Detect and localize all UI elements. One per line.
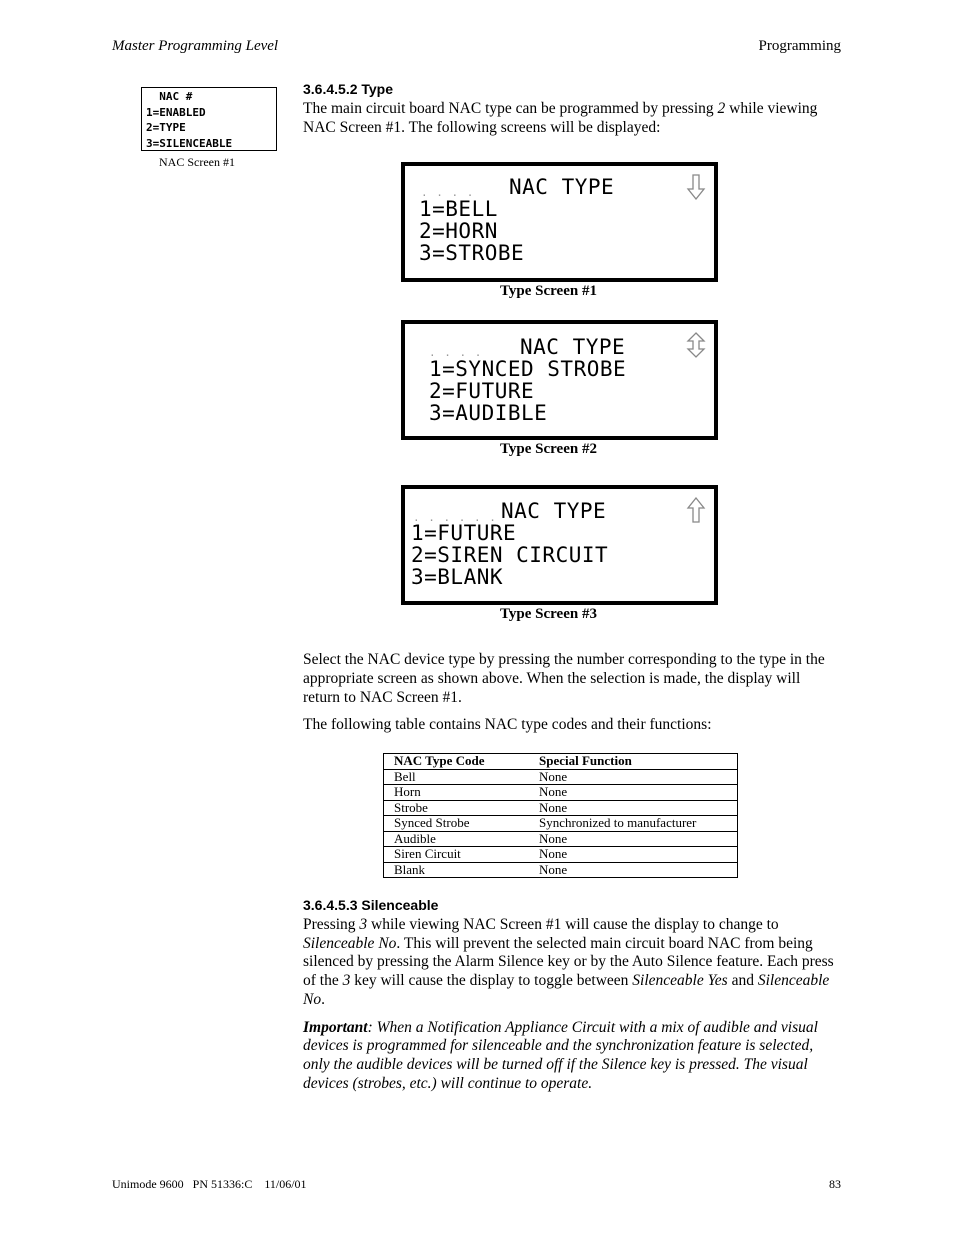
nac-type-table [383,753,738,878]
silenceable-line-2: Silenceable No. This will prevent the selected main circuit board NAC from being [303,935,813,952]
table-cell: Horn [384,785,530,801]
type-screen-title: NAC TYPE [520,335,626,359]
important-line-2: devices is programmed for silenceable and the synchronization feature is selected, [303,1037,814,1054]
section-type-intro: The main circuit board NAC type can be programmed by pressing 2 while viewing [303,100,818,117]
header-left: Master Programming Level [112,38,279,54]
silenceable-line-3: silenced by pressing the Alarm Silence key or by the Auto Silence feature. Each press [303,953,834,970]
section-type-heading: 3.6.4.5.2 Type [303,81,394,97]
silenceable-line-1: Pressing 3 while viewing NAC Screen #1 will cause the display to change to [303,916,779,933]
nac-screen-caption: NAC Screen #1 [159,155,235,169]
table-row [384,800,738,816]
section-silenceable-heading: 3.6.4.5.3 Silenceable [303,897,439,913]
select-text-line-2: appropriate screen as shown above. When the selection is made, the display will [303,670,801,687]
silenceable-line-5: No. [303,991,325,1008]
footer-left: Unimode 9600 PN 51336:C 11/06/01 [112,1177,307,1191]
table-cell: Synced Strobe [384,816,530,832]
type-screen-3-caption: Type Screen #3 [500,606,597,622]
important-line-3: only the audible devices will be turned off if the Silence key is pressed. The visual [303,1056,808,1073]
table-header-cell: NAC Type Code [384,754,530,770]
up-arrow-icon [686,497,706,523]
nac-screen-line: 2=TYPE [146,121,186,134]
type-screen-line: 1=SYNCED STROBE [429,357,627,381]
up-down-arrow-icon [686,332,706,358]
table-row [384,769,738,785]
table-row [384,831,738,847]
type-screen-line: 2=FUTURE [429,379,535,403]
select-text-line-1: Select the NAC device type by pressing the number corresponding to the type in the [303,651,825,668]
header-right: Programming [758,38,841,54]
type-screen-title: NAC TYPE [501,499,607,523]
type-screen-line: 3=BLANK [411,565,504,589]
table-cell: None [529,769,738,785]
table-header-cell: Special Function [529,754,738,770]
table-row [384,785,738,801]
table-cell: None [529,862,738,878]
type-screen-line: 3=AUDIBLE [429,401,548,425]
table-cell: Blank [384,862,530,878]
type-screen-1-caption: Type Screen #1 [500,283,597,299]
type-screen-2: . . . . NAC TYPE 1=SYNCED STROBE 2=FUTURE 3=AUDIBLE [401,320,718,440]
important-line-1: Important: When a Notification Appliance Circuit with a mix of audible and visual [303,1019,818,1036]
down-arrow-icon [686,174,706,200]
type-screen-line: 1=BELL [419,197,498,221]
table-intro: The following table contains NAC type codes and their functions: [303,716,712,733]
table-row [384,816,738,832]
table-cell: None [529,831,738,847]
table-cell: Strobe [384,800,530,816]
type-screen-2-caption: Type Screen #2 [500,441,597,457]
table-cell: None [529,847,738,863]
type-screen-line: 2=SIREN CIRCUIT [411,543,609,567]
type-screen-3: . . . . . . NAC TYPE 1=FUTURE 2=SIREN CIRCUIT 3=BLANK [401,485,718,605]
type-screen-line: 3=STROBE [419,241,525,265]
type-screen-line: 1=FUTURE [411,521,517,545]
silenceable-line-4: of the 3 key will cause the display to toggle between Silenceable Yes and Silenceable [303,972,830,989]
type-screen-title: NAC TYPE [509,175,615,199]
table-cell: Audible [384,831,530,847]
nac-screen-display [141,87,277,151]
table-cell: Synchronized to manufacturer [529,816,738,832]
nac-screen-line: 1=ENABLED [146,105,206,119]
page-number: 83 [829,1177,841,1191]
important-line-4: devices (strobes, etc.) will continue to operate. [303,1075,593,1092]
type-screen-1: . . . . NAC TYPE 1=BELL 2=HORN 3=STROBE [401,162,718,282]
nac-screen-line: NAC # [146,90,193,103]
type-screen-line: 2=HORN [419,219,498,243]
section-type-intro-2: NAC Screen #1. The following screens will be displayed: [303,119,661,136]
table-cell: Siren Circuit [384,847,530,863]
table-cell: Bell [384,769,530,785]
table-cell: None [529,800,738,816]
table-row [384,862,738,878]
table-row [384,847,738,863]
select-text-line-3: return to NAC Screen #1. [303,689,462,706]
table-header-row [384,754,738,770]
table-cell: None [529,785,738,801]
nac-screen-line: 3=SILENCEABLE [146,136,233,150]
